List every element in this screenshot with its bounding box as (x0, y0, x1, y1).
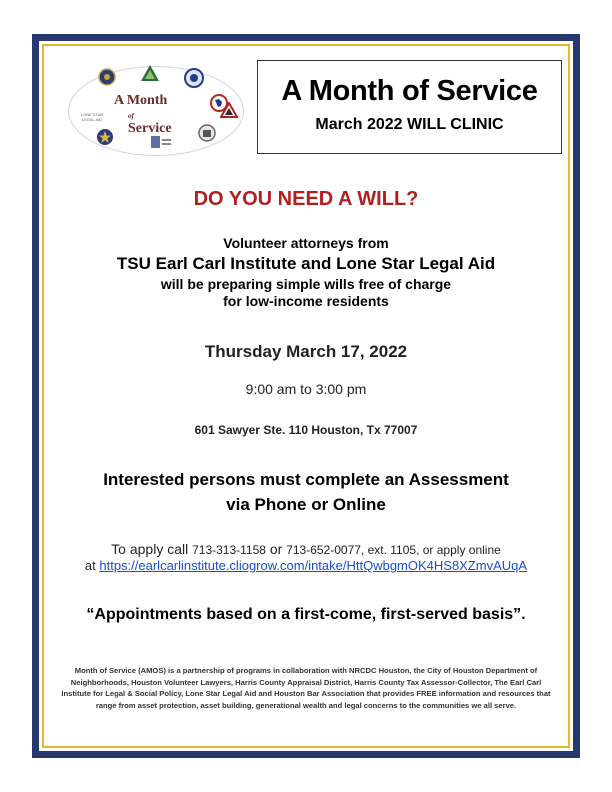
county-seal-icon (184, 68, 204, 88)
assessment-line2: via Phone or Online (226, 495, 386, 514)
headline: DO YOU NEED A WILL? (193, 188, 419, 210)
partner-logo-icon (150, 134, 172, 150)
volunteers-line3: will be preparing simple wills free of charge (160, 276, 452, 292)
intake-link[interactable]: https://earlcarlinstitute.cliogrow.com/intake/HttQwbgmOK4HS8XZmvAUqA (99, 558, 528, 573)
page-title: A Month of Service (281, 75, 538, 107)
apply-line (40, 541, 572, 557)
logo-title-of: of (128, 112, 134, 120)
month-of-service-logo (60, 60, 250, 160)
phone-number-2[interactable]: 713-652-0077, ext. 1105 (286, 543, 417, 557)
logo-title-line2: Service (128, 121, 172, 136)
event-address: 601 Sawyer Ste. 110 Houston, Tx 77007 (194, 423, 418, 437)
department-seal-icon (98, 68, 116, 86)
logo-caption-left: LONE STAR LEGAL AID (80, 112, 104, 122)
footer-text: Month of Service (AMOS) is a partnership of programs in collaboration with NRCDC Houston, the City of Houston Department of Neighborhoods, Houston Volunteer Lawyers, Harris County Appraisal District, Harris County Tax Assessor-Collector, The Earl Carl Institute for Legal & Social Policy, Lone Star Legal Aid and Houston Bar Association that provides FREE information and resources that range from asset protection, asset building, generational wealth and legal concerns to the communities we all serve. (61, 666, 551, 710)
apply-or: or (265, 541, 287, 557)
star-seal-icon (96, 128, 114, 146)
appointments-note: “Appointments based on a first-come, first-served basis”. (86, 606, 526, 623)
volunteers-line4: for low-income residents (223, 293, 389, 309)
event-date: Thursday March 17, 2022 (204, 342, 408, 361)
apply-suffix: , or apply online (416, 543, 501, 557)
phone-number-1[interactable]: 713-313-1158 (192, 543, 266, 557)
apply-at: at (84, 558, 100, 573)
logo-title (114, 94, 172, 136)
mountain-logo-icon (140, 64, 160, 82)
courthouse-seal-icon (198, 124, 216, 142)
title-box (257, 60, 562, 154)
assessment-line1: Interested persons must complete an Assessment (103, 470, 509, 489)
warning-triangle-icon (220, 102, 238, 118)
volunteers-line1: Volunteer attorneys from (223, 235, 389, 251)
apply-prefix: To apply call (111, 541, 193, 557)
apply-url-line (40, 558, 572, 573)
page-subtitle: March 2022 WILL CLINIC (315, 116, 504, 133)
volunteers-line2: TSU Earl Carl Institute and Lone Star Legal Aid (116, 254, 496, 273)
event-time: 9:00 am to 3:00 pm (245, 381, 367, 397)
logo-title-line1: A Month (114, 93, 168, 108)
